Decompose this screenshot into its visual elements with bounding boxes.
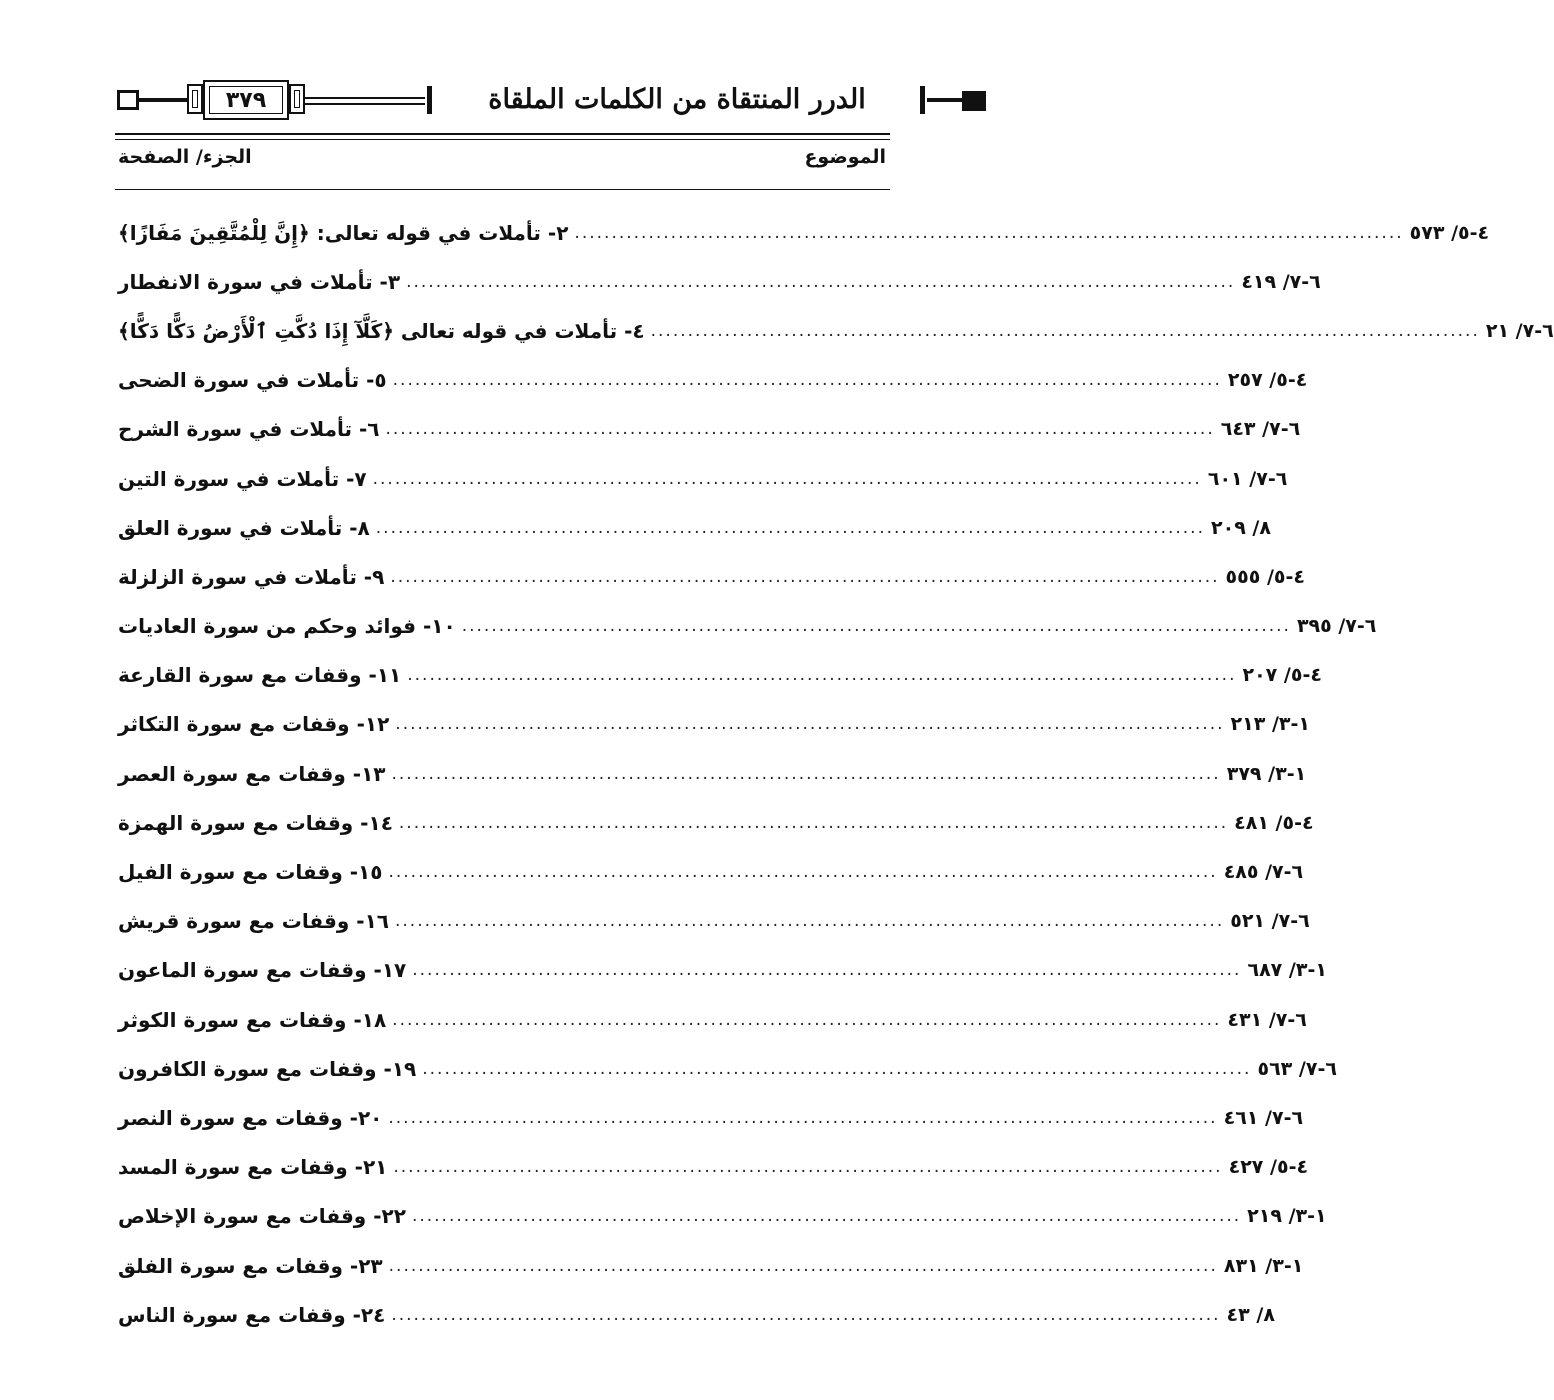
dot-leader: ................................................................................................................ [392, 1009, 1222, 1030]
ornament-square-outline [117, 90, 139, 110]
toc-entry-volume-page: ٨/ ٤٣ [1226, 1303, 1275, 1326]
toc-entry-volume-page: ٤-٥/ ٢٠٧ [1242, 664, 1322, 687]
toc-entry[interactable] [118, 995, 1307, 1044]
toc-entry-title: ١٧- وقفات مع سورة الماعون [118, 958, 407, 983]
toc-entry-title: ١٤- وقفات مع سورة الهمزة [118, 810, 393, 835]
toc-entry-title: ٢٠- وقفات مع سورة النصر [118, 1105, 383, 1130]
toc-entry-title: ١٦- وقفات مع سورة قريش [118, 909, 389, 934]
toc-entry-title: ٢٤- وقفات مع سورة الناس [118, 1302, 386, 1327]
header-divider [115, 133, 890, 135]
dot-leader: ................................................................................................................ [393, 1157, 1223, 1178]
toc-entry-volume-page: ٤-٥/ ٤٨١ [1234, 811, 1314, 834]
dot-leader: ................................................................................................................ [407, 665, 1237, 686]
toc-entry-volume-page: ٨/ ٢٠٩ [1211, 516, 1271, 539]
dot-leader: ................................................................................................................ [398, 812, 1229, 833]
dot-leader: ................................................................................................................ [461, 616, 1291, 637]
toc-entry[interactable] [118, 946, 1327, 995]
dot-leader: ................................................................................................................ [406, 271, 1236, 292]
toc-entry-title: ٢- تأملات في قوله تعالى: ﴿إِنَّ لِلْمُتَّقِينَ مَفَازًا﴾ [118, 220, 569, 245]
dot-leader: ................................................................................................................ [395, 714, 1225, 735]
toc-entry-volume-page: ٦-٧/ ٤٨٥ [1223, 861, 1304, 884]
book-title: الدرر المنتقاة من الكلمات الملقاة [488, 84, 866, 115]
toc-entry[interactable] [118, 1241, 1304, 1290]
toc-entry-title: ٢٢- وقفات مع سورة الإخلاص [118, 1204, 406, 1229]
toc-entry[interactable] [118, 1290, 1275, 1339]
toc-entry-title: ٧- تأملات في سورة التين [118, 466, 367, 491]
dot-leader: ................................................................................................................ [412, 960, 1242, 981]
header-rule-segment [305, 97, 425, 99]
toc-entry[interactable] [118, 1044, 1337, 1093]
dot-leader: ................................................................................................................ [375, 517, 1205, 538]
dot-leader: ................................................................................................................ [390, 566, 1220, 587]
toc-entry-volume-page: ٤-٥/ ٥٥٥ [1225, 565, 1306, 588]
header-bar [427, 86, 432, 114]
toc-entry-title: ١٩- وقفات مع سورة الكافرون [118, 1056, 417, 1081]
toc-entry[interactable] [118, 897, 1310, 946]
toc-entry[interactable] [118, 503, 1271, 552]
toc-entry-title: ١٠- فوائد وحكم من سورة العاديات [118, 614, 456, 639]
column-divider [115, 189, 890, 190]
dot-leader: ................................................................................................................ [385, 419, 1215, 440]
toc-entry-volume-page: ١-٣/ ٨٣١ [1223, 1254, 1304, 1277]
toc-entry-volume-page: ٦-٧/ ٦٤٣ [1220, 418, 1301, 441]
toc-entry[interactable] [118, 1143, 1309, 1192]
toc-entry[interactable] [118, 257, 1321, 306]
toc-entry-title: ٥- تأملات في سورة الضحى [118, 368, 387, 393]
page-number: ٣٧٩ [225, 87, 267, 113]
toc-entry-volume-page: ٤-٥/ ٢٥٧ [1227, 369, 1308, 392]
toc-entry[interactable] [118, 356, 1308, 405]
column-heading-volume-page: الجزء/ الصفحة [118, 146, 252, 168]
toc-entry[interactable] [118, 1093, 1304, 1142]
ornament-square-filled [962, 91, 986, 111]
toc-entry-volume-page: ٦-٧/ ٢١ [1485, 319, 1554, 342]
ornament-knot [187, 84, 203, 114]
header-divider [115, 139, 890, 140]
toc-entry-title: ١٨- وقفات مع سورة الكوثر [118, 1007, 387, 1032]
toc-entry-volume-page: ٤-٥/ ٥٧٣ [1409, 221, 1490, 244]
dot-leader: ................................................................................................................ [650, 320, 1480, 341]
dot-leader: ................................................................................................................ [422, 1058, 1252, 1079]
toc-entry-title: ٤- تأملات في قوله تعالى ﴿كَلَّآ إِذَا دُكَّتِ ٱلْأَرْضُ دَكًّا دَكًّا﴾ [118, 318, 645, 343]
toc-entry-title: ١٢- وقفات مع سورة التكاثر [118, 712, 390, 737]
running-header [115, 78, 892, 130]
dot-leader: ................................................................................................................ [411, 1206, 1242, 1227]
toc-entry[interactable] [118, 798, 1314, 847]
toc-entry-title: ٢٣- وقفات مع سورة الفلق [118, 1253, 383, 1278]
toc-entry[interactable] [118, 1192, 1327, 1241]
toc-entry-volume-page: ١-٣/ ٦٨٧ [1247, 959, 1327, 982]
toc-entry-volume-page: ١-٣/ ٣٧٩ [1226, 762, 1307, 785]
toc-entry-volume-page: ١-٣/ ٢١٩ [1247, 1205, 1327, 1228]
toc-entry-volume-page: ٦-٧/ ٥٦٣ [1257, 1057, 1337, 1080]
toc-entry-title: ٨- تأملات في سورة العلق [118, 515, 370, 540]
toc-entry-title: ١٥- وقفات مع سورة الفيل [118, 860, 383, 885]
dot-leader: ................................................................................................................ [372, 468, 1202, 489]
header-rule-segment [139, 98, 187, 102]
dot-leader: ................................................................................................................ [388, 862, 1218, 883]
toc-entry[interactable] [118, 700, 1310, 749]
toc-entry-volume-page: ٦-٧/ ٤٦١ [1223, 1106, 1304, 1129]
toc-entry[interactable] [118, 602, 1377, 651]
toc-entry-title: ٢١- وقفات مع سورة المسد [118, 1155, 388, 1180]
header-rule-segment [927, 98, 962, 102]
dot-leader: ................................................................................................................ [388, 1255, 1218, 1276]
toc-entry-volume-page: ٦-٧/ ٤١٩ [1241, 270, 1321, 293]
toc-entry[interactable] [118, 405, 1301, 454]
toc-entry[interactable] [118, 749, 1307, 798]
header-bar [920, 86, 925, 114]
page-number-frame [203, 80, 289, 120]
header-rule-segment [305, 103, 425, 105]
dot-leader: ................................................................................................................ [391, 1304, 1221, 1325]
toc-entry-volume-page: ٦-٧/ ٣٩٥ [1296, 615, 1377, 638]
toc-entry-title: ٣- تأملات في سورة الانفطار [118, 269, 401, 294]
toc-entry-volume-page: ١-٣/ ٢١٣ [1230, 713, 1310, 736]
toc-entry-volume-page: ٤-٥/ ٤٢٧ [1228, 1156, 1309, 1179]
toc-entry-title: ٩- تأملات في سورة الزلزلة [118, 564, 385, 589]
table-of-contents [118, 208, 1554, 1339]
dot-leader: ................................................................................................................ [391, 763, 1221, 784]
toc-entry[interactable] [118, 454, 1288, 503]
dot-leader: ................................................................................................................ [392, 370, 1222, 391]
dot-leader: ................................................................................................................ [395, 911, 1225, 932]
column-heading-subject: الموضوع [804, 146, 886, 168]
toc-entry-volume-page: ٦-٧/ ٦٠١ [1207, 467, 1288, 490]
toc-entry[interactable] [118, 651, 1322, 700]
dot-leader: ................................................................................................................ [574, 222, 1404, 243]
toc-entry[interactable] [118, 552, 1306, 601]
toc-entry[interactable] [118, 208, 1490, 257]
toc-entry[interactable] [118, 306, 1554, 355]
toc-entry[interactable] [118, 847, 1304, 896]
toc-entry-title: ٦- تأملات في سورة الشرح [118, 417, 380, 442]
toc-entry-title: ١١- وقفات مع سورة القارعة [118, 663, 402, 688]
dot-leader: ................................................................................................................ [388, 1107, 1218, 1128]
toc-entry-volume-page: ٦-٧/ ٤٣١ [1227, 1008, 1307, 1031]
toc-entry-title: ١٣- وقفات مع سورة العصر [118, 761, 386, 786]
toc-entry-volume-page: ٦-٧/ ٥٢١ [1230, 910, 1310, 933]
ornament-knot [289, 84, 305, 114]
